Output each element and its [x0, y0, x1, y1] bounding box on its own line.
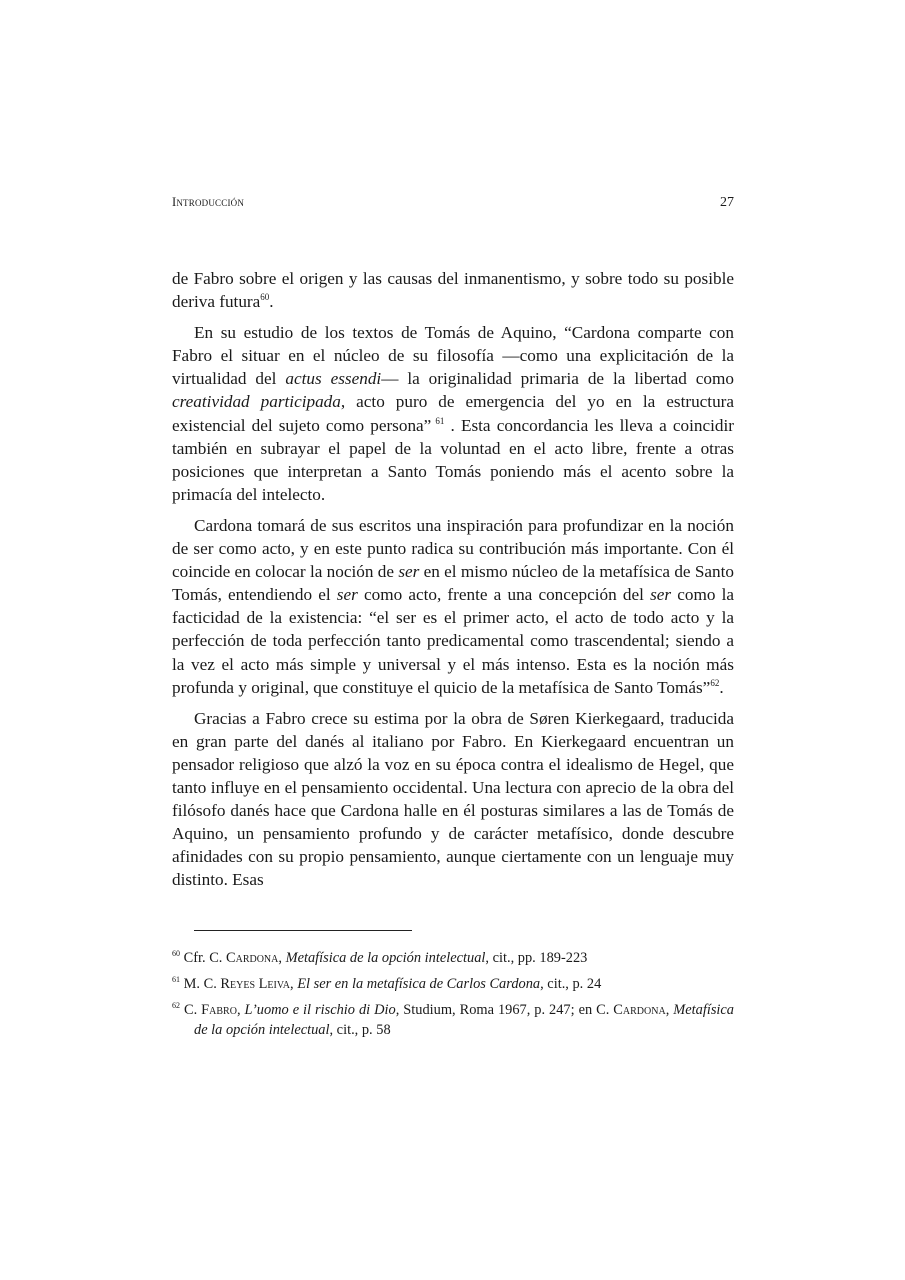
italic-text: ser	[336, 585, 358, 605]
text-run: .	[269, 292, 274, 312]
text-run: Cardona tomará de sus escritos una inspiración para profundizar en la noción de ser como acto, y en este punto radica su contribución más importante. Con él coincide en colocar la noción de	[172, 515, 734, 582]
text-run: Gracias a Fabro crece su estima por la obra de Søren Kierkegaard, traducida en gran parte del danés al italiano por Fabro. En Kierkegaard encuentran un pensador religioso que alzó la voz en su época contra el idealismo de Hegel, que tanto influye en el pensamiento occidental. Una lectura con aprecio de la obra del filósofo danés hace que Cardona halle en él posturas similares a las de Tomás de Aquino, un pensamiento profundo y de carácter metafísico, donde descubre afinidades con su propio pensamiento, aunque ciertamente con un lenguaje muy distinto. Esas	[172, 708, 734, 890]
italic-text: ser	[650, 585, 672, 605]
page-number: 27	[720, 195, 734, 210]
text-run: ,	[278, 950, 286, 966]
paragraph	[172, 321, 734, 506]
italic-text: ser	[398, 562, 420, 582]
text-run: C.	[183, 1002, 202, 1018]
author-name: Fabro	[201, 1002, 237, 1018]
text-run: , acto puro de emergencia del yo en la estructura existencial del sujeto como persona”	[172, 392, 735, 435]
italic-text: actus essendi	[285, 369, 382, 389]
footnote-reference: 62	[710, 677, 720, 688]
text-run: M. C.	[183, 976, 221, 992]
footnote	[172, 974, 734, 994]
footnote-number: 62	[172, 1001, 180, 1010]
running-header	[172, 195, 734, 210]
text-run: como acto, frente a una concepción del	[357, 585, 651, 605]
text-run: , cit., pp. 189-223	[485, 950, 588, 966]
author-name: Cardona	[226, 950, 279, 966]
paragraph	[172, 267, 734, 313]
body-text	[172, 267, 734, 899]
text-run: ,	[290, 976, 298, 992]
italic-text: creatividad participada	[172, 392, 341, 412]
footnote-number: 61	[172, 975, 180, 984]
text-run: , cit., p. 58	[329, 1022, 391, 1038]
text-run: En su estudio de los textos de Tomás de Aquino, “Cardona comparte con Fabro el situar en el núcleo de su filosofía —como una explicitación de la virtualidad del	[172, 323, 734, 389]
text-run: ,	[665, 1002, 674, 1018]
italic-text: Metafísica de la opción intelectual	[194, 1002, 734, 1038]
italic-text: Metafísica de la opción intelectual	[285, 950, 486, 966]
text-run: . Esta concordancia les lleva a coincidir también en subrayar el papel de la voluntad en el acto libre, frente a otras posiciones que interpretan a Santo Tomás poniendo más el acento sobre la primacía del intelecto.	[172, 415, 735, 504]
paragraph	[172, 514, 734, 699]
footnote-number: 60	[172, 949, 180, 958]
text-run: , Studium, Roma 1967, p. 247; en C.	[395, 1002, 614, 1018]
footnote-reference: 61	[431, 415, 445, 426]
text-run: ,	[236, 1002, 245, 1018]
footnote	[172, 1000, 734, 1040]
italic-text: El ser en la metafísica de Carlos Cardona	[297, 976, 541, 992]
text-run: como la facticidad de la existencia: “el ser es el primer acto, el acto de todo acto y la perfección de toda perfección tanto predicamental como trascendental; siendo a la vez el acto más simple y universal y el más intenso. Esta es la noción más profunda y original, que constituye el quicio de la metafísica de Santo Tomás”	[172, 585, 735, 697]
footnote-reference: 60	[260, 292, 270, 303]
italic-text: L’uomo e il rischio di Dio	[244, 1002, 396, 1018]
paragraph	[172, 707, 734, 892]
text-run: — la originalidad primaria de la libertad como	[381, 369, 734, 389]
footnote-separator	[194, 930, 412, 931]
footnote	[172, 948, 734, 968]
text-run: en el mismo núcleo de la metafísica de Santo Tomás, entendiendo el	[172, 562, 735, 605]
text-run: , cit., p. 24	[540, 976, 602, 992]
running-title: Introducción	[172, 195, 245, 209]
text-run: .	[719, 677, 724, 697]
author-name: Cardona	[613, 1002, 666, 1018]
text-run: de Fabro sobre el origen y las causas del inmanentismo, y sobre todo su posible deriva futura	[172, 269, 734, 312]
author-name: Reyes Leiva	[220, 976, 290, 992]
footnotes	[172, 948, 734, 1046]
text-run: Cfr. C.	[183, 950, 226, 966]
